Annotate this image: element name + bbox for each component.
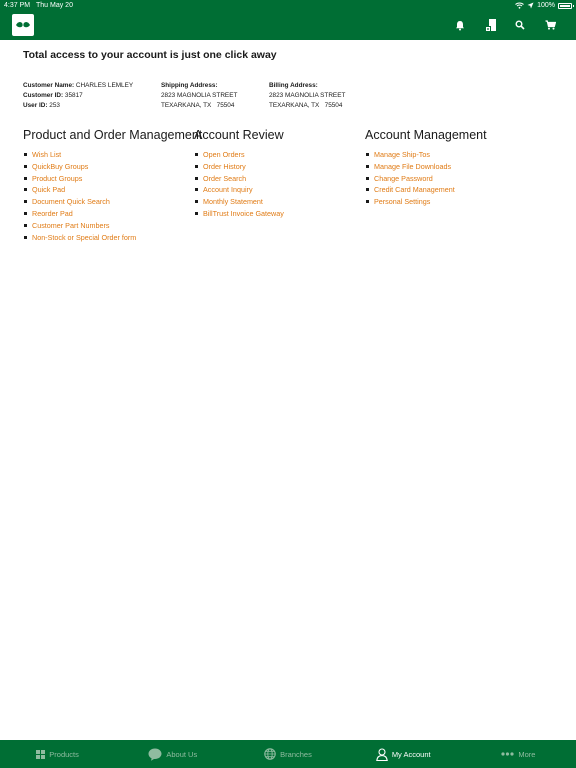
search-icon[interactable] bbox=[510, 15, 530, 35]
customer-id-label: Customer ID: bbox=[23, 92, 64, 99]
link-billtrust-invoice-gateway[interactable]: BillTrust Invoice Gateway bbox=[194, 208, 284, 220]
customer-info bbox=[23, 81, 133, 111]
link-list bbox=[365, 149, 487, 208]
tab-branches[interactable] bbox=[230, 740, 345, 768]
status-time: 4:37 PM bbox=[4, 2, 31, 9]
status-date: Thu May 20 bbox=[36, 2, 73, 9]
link-quickbuy-groups[interactable]: QuickBuy Groups bbox=[23, 161, 202, 173]
shipping-address-label: Shipping Address: bbox=[161, 82, 218, 89]
shipping-address bbox=[161, 81, 237, 111]
link-change-password[interactable]: Change Password bbox=[365, 173, 487, 185]
link-order-search[interactable]: Order Search bbox=[194, 173, 284, 185]
link-open-orders[interactable]: Open Orders bbox=[194, 149, 284, 161]
battery-percent: 100% bbox=[537, 2, 555, 9]
user-id-label: User ID: bbox=[23, 102, 48, 109]
section-product-order-management bbox=[23, 128, 202, 243]
link-customer-part-numbers[interactable]: Customer Part Numbers bbox=[23, 220, 202, 232]
billing-address bbox=[269, 81, 345, 111]
tab-label: Branches bbox=[280, 749, 312, 759]
link-reorder-pad[interactable]: Reorder Pad bbox=[23, 208, 202, 220]
link-credit-card-management[interactable]: Credit Card Management bbox=[365, 184, 487, 196]
link-list bbox=[23, 149, 202, 243]
tab-products[interactable] bbox=[0, 740, 115, 768]
link-quick-pad[interactable]: Quick Pad bbox=[23, 184, 202, 196]
page-headline: Total access to your account is just one click away bbox=[23, 49, 277, 61]
grid-icon bbox=[36, 750, 45, 759]
shipping-address-line2: TEXARKANA, TX 75504 bbox=[161, 102, 235, 109]
customer-name-label: Customer Name: bbox=[23, 82, 75, 89]
link-list bbox=[194, 149, 284, 220]
billing-address-line1: 2823 MAGNOLIA STREET bbox=[269, 92, 346, 99]
link-order-history[interactable]: Order History bbox=[194, 161, 284, 173]
link-monthly-statement[interactable]: Monthly Statement bbox=[194, 196, 284, 208]
status-bar bbox=[0, 0, 576, 11]
brand-leaf-logo[interactable] bbox=[12, 14, 34, 36]
section-title: Product and Order Management bbox=[23, 128, 203, 142]
link-personal-settings[interactable]: Personal Settings bbox=[365, 196, 487, 208]
user-id-value: 253 bbox=[49, 102, 60, 109]
link-account-inquiry[interactable]: Account Inquiry bbox=[194, 184, 284, 196]
battery-icon bbox=[558, 3, 572, 9]
tab-label: Products bbox=[49, 749, 79, 759]
tab-label: My Account bbox=[391, 749, 431, 759]
link-document-quick-search[interactable]: Document Quick Search bbox=[23, 196, 202, 208]
section-account-management bbox=[365, 128, 487, 208]
section-account-review bbox=[194, 128, 284, 220]
link-manage-ship-tos[interactable]: Manage Ship-Tos bbox=[365, 149, 487, 161]
location-arrow-icon bbox=[527, 2, 534, 9]
top-nav-bar bbox=[0, 11, 576, 40]
status-indicators bbox=[515, 0, 572, 11]
chat-bubble-icon bbox=[148, 748, 162, 761]
tab-label: About Us bbox=[166, 749, 198, 759]
more-dots-icon bbox=[501, 752, 514, 756]
section-title: Account Review bbox=[194, 128, 284, 142]
link-product-groups[interactable]: Product Groups bbox=[23, 173, 202, 185]
bottom-tab-bar bbox=[0, 740, 576, 768]
tab-more[interactable] bbox=[461, 740, 576, 768]
scanner-icon[interactable] bbox=[481, 15, 501, 35]
bell-icon[interactable] bbox=[450, 15, 470, 35]
globe-icon bbox=[264, 748, 276, 760]
user-icon bbox=[376, 748, 388, 761]
tab-about-us[interactable] bbox=[115, 740, 230, 768]
shipping-address-line1: 2823 MAGNOLIA STREET bbox=[161, 92, 238, 99]
link-wish-list[interactable]: Wish List bbox=[23, 149, 202, 161]
customer-id-value: 35817 bbox=[64, 92, 83, 99]
cart-icon[interactable] bbox=[540, 15, 560, 35]
customer-name-value: CHARLES LEMLEY bbox=[75, 82, 134, 89]
wifi-icon bbox=[515, 2, 524, 9]
billing-address-line2: TEXARKANA, TX 75504 bbox=[269, 102, 343, 109]
tab-my-account[interactable] bbox=[346, 740, 461, 768]
link-non-stock-order-form[interactable]: Non-Stock or Special Order form bbox=[23, 232, 202, 244]
link-manage-file-downloads[interactable]: Manage File Downloads bbox=[365, 161, 487, 173]
billing-address-label: Billing Address: bbox=[269, 82, 318, 89]
tab-label: More bbox=[518, 749, 536, 759]
section-title: Account Management bbox=[365, 128, 487, 142]
